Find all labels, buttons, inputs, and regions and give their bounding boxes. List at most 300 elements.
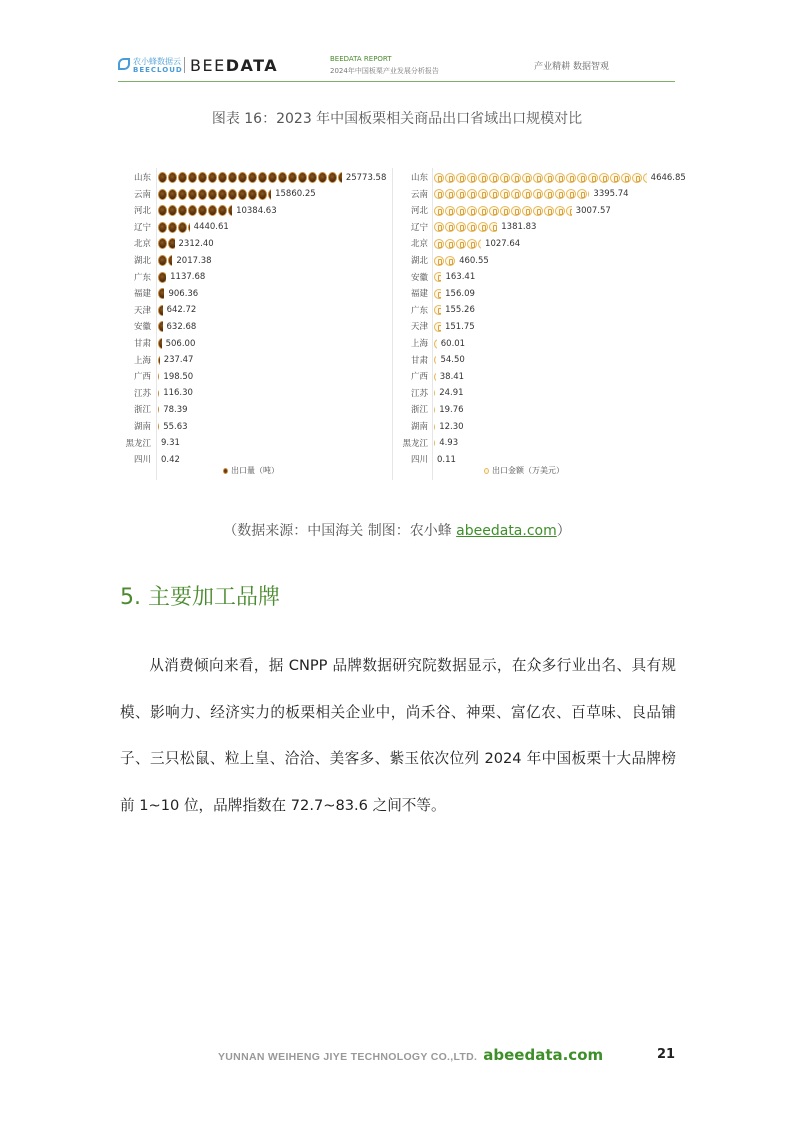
chestnut-icon	[158, 205, 167, 216]
chestnut-icon	[158, 305, 163, 316]
coin-icon	[467, 173, 477, 183]
panel-divider	[392, 168, 393, 480]
right-axis-line	[432, 168, 433, 480]
bar-qty	[158, 371, 160, 382]
logo-en-text: BEECLOUD	[133, 66, 183, 74]
bar-amt	[434, 289, 442, 299]
data-label-amt: 4.93	[439, 438, 459, 449]
bar-row-qty	[158, 319, 196, 334]
bar-qty	[158, 222, 191, 233]
bar-amt	[434, 322, 442, 332]
bar-amt	[434, 388, 436, 398]
chestnut-icon	[258, 172, 267, 183]
data-label-amt: 1381.83	[501, 222, 537, 233]
bar-qty	[158, 355, 161, 366]
chestnut-icon	[188, 172, 197, 183]
coin-icon	[434, 388, 435, 398]
bar-qty	[158, 172, 343, 183]
chestnut-icon	[328, 172, 337, 183]
coin-icon	[489, 222, 497, 232]
data-label-amt: 3395.74	[593, 189, 629, 200]
coin-icon	[434, 322, 441, 332]
data-label-qty: 55.63	[163, 421, 188, 432]
chestnut-icon	[168, 172, 177, 183]
chestnut-icon	[218, 205, 227, 216]
coin-icon	[566, 206, 572, 216]
section-heading: 5. 主要加工品牌	[120, 585, 280, 610]
category-label-amt: 四川	[410, 455, 428, 466]
coin-icon	[467, 239, 477, 249]
coin-icon	[478, 206, 488, 216]
bar-row-amt	[434, 436, 458, 451]
chestnut-icon	[158, 189, 167, 200]
chestnut-icon	[158, 371, 159, 382]
bar-row-amt	[434, 402, 464, 417]
source-text: （数据来源：中国海关 制图：农小蜂	[223, 523, 457, 539]
chestnut-icon	[168, 238, 175, 249]
category-label-qty: 四川	[133, 455, 151, 466]
chestnut-icon	[198, 172, 207, 183]
coin-icon	[434, 173, 444, 183]
chestnut-icon	[158, 388, 159, 399]
chestnut-icon	[248, 189, 257, 200]
bar-row-qty	[158, 286, 198, 301]
bar-amt	[434, 173, 648, 183]
bar-row-amt	[434, 369, 464, 384]
data-label-amt: 155.26	[445, 305, 475, 316]
page-header	[118, 52, 675, 82]
data-label-amt: 460.55	[459, 255, 489, 266]
left-axis-line	[156, 168, 157, 480]
bar-row-amt	[434, 236, 520, 251]
coin-icon	[434, 206, 444, 216]
data-label-amt: 54.50	[440, 355, 465, 366]
category-label-qty: 黑龙江	[125, 438, 151, 449]
category-label-amt: 山东	[410, 173, 428, 183]
category-label-qty: 河北	[133, 206, 151, 217]
bar-qty	[158, 255, 173, 266]
bar-amt	[434, 222, 498, 232]
report-name-cn: 2024年中国板栗产业发展分析报告	[330, 67, 439, 75]
data-label-amt: 4646.85	[650, 172, 686, 183]
chestnut-icon	[158, 222, 167, 233]
coin-icon	[544, 206, 554, 216]
bar-row-amt	[434, 170, 686, 185]
coin-icon	[511, 206, 521, 216]
footer-company: YUNNAN WEIHENG JIYE TECHNOLOGY CO.,LTD.	[218, 1051, 478, 1063]
category-label-qty: 辽宁	[133, 222, 151, 233]
bar-amt	[434, 305, 442, 315]
brand-light: BEE	[190, 56, 226, 75]
chestnut-icon	[223, 468, 228, 474]
coin-icon	[434, 256, 444, 266]
page-number: 21	[657, 1047, 676, 1062]
category-label-qty: 浙江	[133, 405, 151, 416]
bar-row-qty	[158, 253, 212, 268]
coin-icon	[632, 173, 642, 183]
chestnut-icon	[208, 189, 217, 200]
category-label-qty: 江苏	[133, 388, 151, 399]
chestnut-icon	[178, 189, 187, 200]
coin-icon	[445, 173, 455, 183]
chestnut-icon	[158, 238, 167, 249]
data-label-qty: 10384.63	[236, 205, 277, 216]
data-label-amt: 163.41	[445, 272, 476, 283]
coin-icon	[445, 206, 455, 216]
data-label-amt: 1027.64	[485, 238, 521, 249]
legend-quantity-label: 出口量（吨）	[231, 466, 279, 475]
coin-icon	[456, 222, 466, 232]
coin-icon	[555, 173, 565, 183]
coin-icon	[489, 206, 499, 216]
category-label-qty: 天津	[133, 305, 151, 316]
bar-qty	[158, 189, 272, 200]
coin-icon	[500, 173, 510, 183]
coin-icon	[555, 206, 565, 216]
figure-source	[0, 520, 794, 540]
bar-amt	[434, 438, 436, 448]
chestnut-icon	[228, 189, 237, 200]
category-label-amt: 广西	[410, 372, 428, 383]
bar-row-qty	[158, 220, 229, 235]
bar-amt	[434, 355, 437, 365]
coin-icon	[489, 189, 499, 199]
coin-icon	[478, 239, 481, 249]
chestnut-icon	[288, 172, 297, 183]
bar-row-qty	[158, 419, 188, 434]
coin-icon	[434, 372, 436, 382]
category-label-amt: 河北	[410, 206, 428, 217]
chestnut-icon	[158, 421, 159, 432]
logo-cn-text: 农小蜂数据云	[133, 57, 181, 66]
coin-icon	[621, 173, 631, 183]
bar-qty	[158, 238, 176, 249]
coin-icon	[566, 189, 576, 199]
category-label-qty: 北京	[133, 239, 151, 250]
chestnut-icon	[208, 172, 217, 183]
bar-row-qty	[158, 386, 193, 401]
coin-icon	[478, 173, 488, 183]
coin-icon	[467, 206, 477, 216]
chestnut-icon	[208, 205, 217, 216]
category-label-amt: 广东	[410, 305, 428, 316]
category-label-amt: 上海	[410, 339, 428, 349]
bar-row-amt	[434, 303, 475, 318]
category-label-amt: 黑龙江	[402, 438, 428, 449]
coin-icon	[484, 468, 489, 474]
source-suffix: ）	[556, 523, 571, 539]
data-label-amt: 24.91	[439, 388, 464, 399]
brand-name	[190, 56, 278, 75]
bar-qty	[158, 288, 165, 299]
bar-row-amt	[434, 286, 475, 301]
bar-amt	[434, 422, 436, 432]
chestnut-icon	[158, 404, 159, 415]
chestnut-icon	[158, 321, 163, 332]
category-label-qty: 云南	[133, 189, 151, 200]
chestnut-icon	[238, 189, 247, 200]
coin-icon	[456, 189, 466, 199]
bar-qty	[158, 388, 160, 399]
coin-icon	[445, 222, 455, 232]
coin-icon	[434, 222, 444, 232]
data-label-qty: 1137.68	[170, 272, 206, 283]
category-label-qty: 广东	[133, 272, 151, 283]
coin-icon	[434, 239, 444, 249]
coin-icon	[511, 189, 521, 199]
coin-icon	[533, 206, 543, 216]
category-label-amt: 浙江	[410, 405, 428, 416]
coin-icon	[467, 222, 477, 232]
coin-icon	[456, 173, 466, 183]
coin-icon	[489, 173, 499, 183]
chestnut-icon	[258, 189, 267, 200]
chestnut-icon	[158, 288, 164, 299]
coin-icon	[434, 289, 441, 299]
data-label-qty: 506.00	[165, 338, 196, 349]
category-label-amt: 安徽	[410, 272, 428, 283]
bar-amt	[434, 339, 438, 349]
figure-title: 图表 16：2023 年中国板栗相关商品出口省域出口规模对比	[211, 111, 583, 127]
bar-row-qty	[158, 170, 386, 185]
coin-icon	[533, 189, 543, 199]
category-label-amt: 辽宁	[410, 222, 428, 233]
data-label-amt: 3007.57	[575, 205, 611, 216]
category-label-qty: 湖北	[133, 256, 151, 266]
chestnut-icon	[158, 338, 162, 349]
coin-icon	[544, 173, 554, 183]
coin-icon	[577, 173, 587, 183]
bar-amt	[434, 239, 482, 249]
chestnut-icon	[158, 272, 166, 283]
bar-row-qty	[158, 336, 195, 351]
coin-icon	[500, 189, 510, 199]
category-label-amt: 福建	[410, 289, 428, 300]
category-label-amt: 云南	[410, 189, 428, 200]
chestnut-icon	[218, 189, 227, 200]
coin-icon	[588, 173, 598, 183]
bar-amt	[434, 206, 573, 216]
chestnut-icon	[318, 172, 327, 183]
data-label-qty: 642.72	[166, 305, 197, 316]
category-label-amt: 湖北	[410, 256, 428, 266]
data-label-qty: 9.31	[161, 438, 180, 449]
coin-icon	[434, 405, 435, 415]
chestnut-icon	[158, 172, 167, 183]
body-paragraph: 从消费倾向来看，据 CNPP 品牌数据研究院数据显示，在众多行业出名、具有规模、影响力、经济实力的板栗相关企业中，尚禾谷、神栗、富亿农、百草味、良品铺子、三只松鼠、粒上皇、洽洽、美客多、紫玉依次位列 2024 年中国板栗十大品牌榜前 1~10 位，品牌指数在 72.7~83.6 之间不等。	[120, 657, 676, 814]
chestnut-icon	[168, 255, 172, 266]
footer-site: abeedata.com	[483, 1046, 604, 1064]
coin-icon	[522, 173, 532, 183]
coin-icon	[445, 189, 455, 199]
chestnut-icon	[298, 172, 307, 183]
coin-icon	[577, 189, 587, 199]
bar-row-qty	[158, 270, 205, 285]
coin-icon	[445, 256, 455, 266]
coin-icon	[445, 239, 455, 249]
legend-quantity	[223, 465, 279, 476]
bar-row-amt	[434, 203, 611, 218]
bar-row-qty	[158, 187, 316, 202]
coin-icon	[500, 206, 510, 216]
category-label-qty: 上海	[133, 355, 151, 366]
coin-icon	[643, 173, 647, 183]
coin-icon	[555, 189, 565, 199]
bar-qty	[158, 421, 160, 432]
chestnut-icon	[168, 205, 177, 216]
data-label-qty: 78.39	[163, 404, 188, 415]
chestnut-icon	[178, 172, 187, 183]
bar-row-qty	[158, 236, 214, 251]
chestnut-icon	[188, 189, 197, 200]
category-label-qty: 甘肃	[133, 339, 151, 349]
chestnut-icon	[238, 172, 247, 183]
bar-amt	[434, 372, 437, 382]
bar-row-qty	[158, 436, 180, 451]
bar-row-qty	[158, 353, 193, 368]
data-label-qty: 2017.38	[176, 255, 212, 266]
data-label-qty: 116.30	[163, 388, 193, 399]
chestnut-icon	[308, 172, 317, 183]
bar-row-amt	[434, 220, 536, 235]
coin-icon	[511, 173, 521, 183]
bar-row-amt	[434, 386, 464, 401]
category-label-amt: 甘肃	[410, 355, 428, 366]
category-label-qty: 湖南	[133, 422, 151, 432]
data-label-qty: 632.68	[166, 321, 197, 332]
coin-icon	[522, 206, 532, 216]
data-label-qty: 237.47	[163, 355, 194, 366]
data-label-qty: 0.42	[161, 454, 180, 465]
bar-amt	[434, 272, 442, 282]
bar-row-amt	[434, 270, 475, 285]
bar-qty	[158, 305, 164, 316]
data-label-qty: 198.50	[163, 371, 194, 382]
source-link[interactable]: abeedata.com	[456, 523, 557, 539]
bar-amt	[434, 189, 590, 199]
chestnut-icon	[188, 222, 190, 233]
category-label-qty: 广西	[133, 372, 151, 383]
logo-divider	[184, 57, 185, 73]
chestnut-icon	[338, 172, 342, 183]
category-label-amt: 湖南	[410, 422, 428, 432]
bar-row-qty	[158, 203, 277, 218]
bar-row-amt	[434, 353, 465, 368]
chestnut-icon	[228, 205, 232, 216]
chestnut-icon	[168, 189, 177, 200]
bar-row-qty	[158, 303, 196, 318]
coin-icon	[610, 173, 620, 183]
coin-icon	[434, 422, 435, 432]
coin-icon	[434, 272, 441, 282]
report-name-en: BEEDATA REPORT	[330, 55, 392, 63]
legend-amount-label: 出口金额（万美元）	[492, 466, 564, 475]
chestnut-icon	[168, 222, 177, 233]
chestnut-icon	[178, 222, 187, 233]
data-label-amt: 38.41	[439, 371, 465, 382]
coin-icon	[599, 173, 609, 183]
bar-qty	[158, 404, 160, 415]
category-label-amt: 江苏	[410, 388, 428, 399]
chestnut-icon	[228, 172, 237, 183]
coin-icon	[434, 355, 436, 365]
chestnut-icon	[268, 172, 277, 183]
data-label-amt: 60.01	[440, 338, 466, 349]
coin-icon	[478, 189, 488, 199]
category-label-qty: 安徽	[133, 322, 151, 333]
coin-icon	[544, 189, 554, 199]
chestnut-icon	[158, 255, 167, 266]
beecloud-logo	[118, 56, 183, 76]
category-label-amt: 北京	[410, 239, 428, 250]
coin-icon	[533, 173, 543, 183]
chestnut-icon	[198, 205, 207, 216]
coin-icon	[434, 189, 444, 199]
bar-row-amt	[434, 336, 465, 351]
data-label-amt: 19.76	[439, 404, 464, 415]
category-label-qty: 山东	[133, 173, 151, 183]
coin-icon	[434, 438, 435, 448]
bar-amt	[434, 256, 456, 266]
bar-row-amt	[434, 319, 475, 334]
bar-row-qty	[158, 369, 193, 384]
coin-icon	[522, 189, 532, 199]
export-comparison-chart	[118, 163, 686, 483]
data-label-amt: 0.11	[437, 454, 456, 465]
leaf-icon	[118, 58, 130, 70]
bar-qty	[158, 205, 233, 216]
category-label-amt: 天津	[410, 322, 428, 333]
data-label-qty: 25773.58	[345, 172, 387, 183]
bar-row-amt	[434, 187, 629, 202]
legend-amount	[484, 465, 564, 476]
brand-bold: DATA	[225, 56, 279, 75]
chestnut-icon	[268, 189, 271, 200]
coin-icon	[434, 305, 441, 315]
body-text	[120, 643, 676, 829]
coin-icon	[434, 339, 437, 349]
bar-amt	[434, 405, 436, 415]
data-label-qty: 2312.40	[178, 238, 214, 249]
bar-qty	[158, 272, 167, 283]
bar-qty	[158, 338, 163, 349]
data-label-qty: 4440.61	[193, 222, 229, 233]
chestnut-icon	[248, 172, 257, 183]
coin-icon	[467, 189, 477, 199]
coin-icon	[456, 206, 466, 216]
coin-icon	[456, 239, 466, 249]
coin-icon	[588, 189, 590, 199]
category-label-qty: 福建	[133, 289, 151, 300]
data-label-qty: 15860.25	[275, 189, 316, 200]
page-footer	[218, 1046, 603, 1064]
chestnut-icon	[178, 205, 187, 216]
bar-row-qty	[158, 452, 180, 467]
chestnut-icon	[188, 205, 197, 216]
data-label-amt: 151.75	[444, 321, 475, 332]
coin-icon	[566, 173, 576, 183]
chestnut-icon	[158, 355, 160, 366]
data-label-qty: 906.36	[168, 288, 199, 299]
data-label-amt: 156.09	[445, 288, 475, 299]
data-label-amt: 12.30	[439, 421, 464, 432]
bar-row-amt	[434, 253, 489, 268]
chestnut-icon	[218, 172, 227, 183]
bar-row-qty	[158, 402, 188, 417]
bar-row-amt	[434, 419, 464, 434]
coin-icon	[478, 222, 488, 232]
bar-row-amt	[434, 452, 456, 467]
